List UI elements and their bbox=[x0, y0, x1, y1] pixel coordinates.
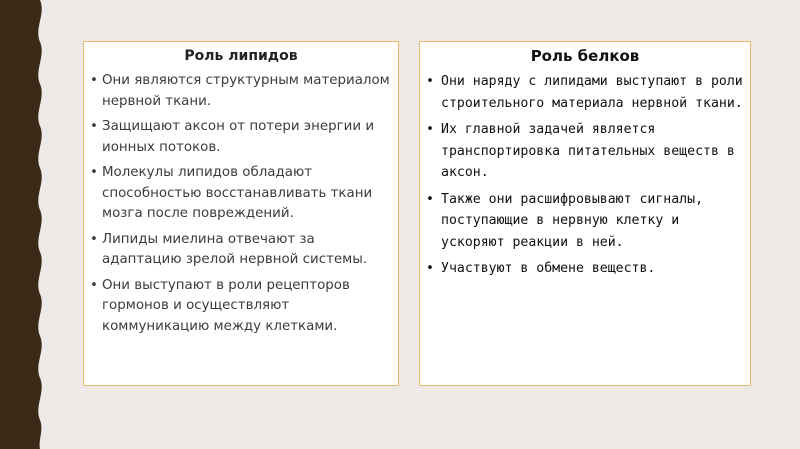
bullet-icon: • bbox=[426, 191, 434, 207]
list-item bbox=[426, 258, 744, 280]
bullet-icon: • bbox=[90, 231, 98, 247]
bullet-icon: • bbox=[426, 74, 434, 89]
list-item bbox=[426, 71, 744, 114]
proteins-panel-title: Роль белков bbox=[530, 47, 640, 65]
bullet-icon: • bbox=[90, 165, 98, 180]
list-item bbox=[90, 71, 390, 112]
list-item-text: Они выступают в роли рецепторов гормонов и осуществляют коммуникацию между клетками. bbox=[102, 277, 350, 334]
lipids-list bbox=[84, 71, 398, 337]
list-item-text: Липиды миелина отвечают за адаптацию зрелой нервной системы. bbox=[102, 231, 368, 267]
list-item bbox=[426, 189, 744, 254]
bullet-icon: • bbox=[426, 261, 434, 276]
bullet-icon: • bbox=[426, 122, 434, 137]
decorative-left-strip bbox=[0, 0, 48, 449]
bullet-icon: • bbox=[90, 119, 98, 134]
list-item-text: Они являются структурным материалом нервной ткани. bbox=[102, 73, 390, 109]
proteins-list bbox=[420, 71, 750, 280]
list-item bbox=[90, 230, 390, 271]
lipids-panel-title: Роль липидов bbox=[184, 48, 298, 64]
bullet-icon: • bbox=[90, 277, 98, 293]
list-item bbox=[90, 117, 390, 158]
list-item-text: Они наряду с липидами выступают в роли строительного материала нервной ткани. bbox=[441, 74, 743, 111]
list-item-text: Их главной задачей является транспортировка питательных веществ в аксон. bbox=[441, 122, 735, 180]
list-item-text: Участвуют в обмене веществ. bbox=[441, 261, 656, 276]
list-item bbox=[90, 163, 390, 225]
bullet-icon: • bbox=[90, 73, 98, 88]
list-item-text: Защищают аксон от потери энергии и ионных потоков. bbox=[102, 119, 375, 155]
list-item bbox=[90, 276, 390, 338]
proteins-role-panel bbox=[419, 41, 751, 386]
list-item-text: Также они расшифровывают сигналы, поступающие в нервную клетку и ускоряют реакции в ней. bbox=[441, 191, 704, 250]
list-item-text: Молекулы липидов обладают способностью восстанавливать ткани мозга после повреждений. bbox=[102, 165, 373, 221]
lipids-role-panel bbox=[83, 41, 399, 386]
list-item bbox=[426, 119, 744, 184]
wavy-edge-shape bbox=[0, 0, 42, 449]
